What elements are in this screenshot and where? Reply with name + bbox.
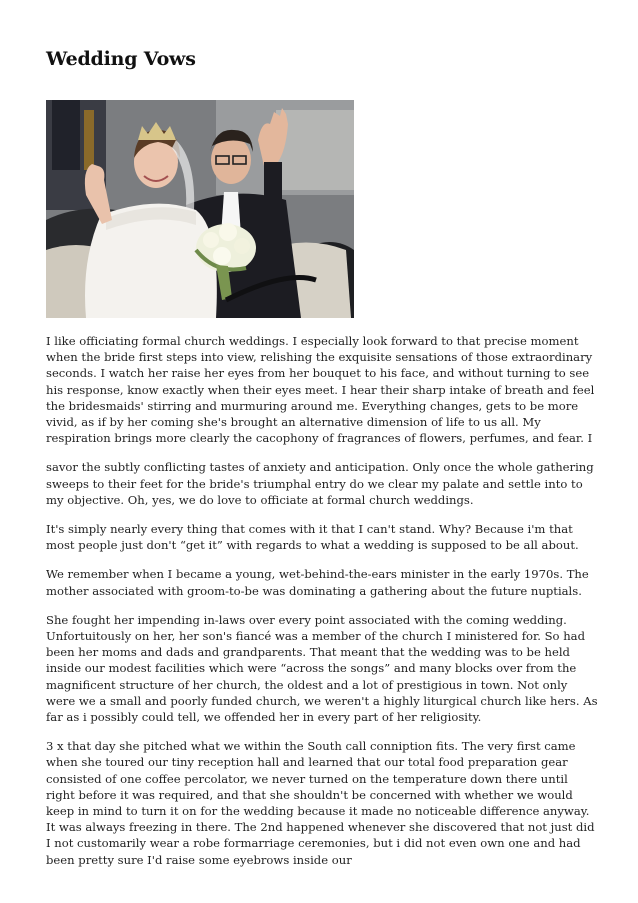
- paragraph: She fought her impending in-laws over every point associated with the coming wedding. Unfortuitously on her, her son's fiancé was a member of the church I ministered for. So had been her moms and dads and grandparents. That meant that the wedding was to be held inside our modest facilities which were “across the songs” and many blocks over from the magnificent structure of her church, the oldest and a lot of prestigious in town. Not only were we a small and poorly funded church, we weren't a highly liturgical church like hers. As far as i possibly could tell, we offended her in every part of her religiosity.: [46, 612, 598, 725]
- paragraph: It's simply nearly every thing that comes with it that I can't stand. Why? Because i'm that most people just don't “get it” with regards to what a wedding is supposed to be all about.: [46, 522, 579, 553]
- paragraph: I like officiating formal church weddings. I especially look forward to that precise moment when the bride first steps into view, relishing the exquisite sensations of those extraordinary seconds. I watch her raise her eyes from her bouquet to his face, and without turning to see his response, know exactly when their eyes meet. I hear their sharp intake of breath and feel the bridesmaids' stirring and murmuring around me. Everything changes, gets to be more vivid, as if by her coming she's brought an alternative dimension of life to us all. My respiration brings more clearly the cacophony of fragrances of flowers, perfumes, and fear. I: [46, 334, 595, 446]
- paragraph: We remember when I became a young, wet-behind-the-ears minister in the early 1970s. The mother associated with groom-to-be was dominating a gathering about the future nuptials.: [46, 567, 589, 598]
- wedding-photo: [46, 100, 354, 318]
- wedding-couple-image: [46, 100, 354, 318]
- paragraph: savor the subtly conflicting tastes of anxiety and anticipation. Only once the whole gathering sweeps to their feet for the bride's triumphal entry do we clear my palate and settle into to my objective. Oh, yes, we do love to officiate at formal church weddings.: [46, 460, 594, 507]
- paragraph: 3 x that day she pitched what we within the South call conniption fits. The very first came when she toured our tiny reception hall and learned that our total food preparation gear consisted of one coffee percolator, we never turned on the temperature down there until right before it was required, and that she shouldn't be concerned with whether we would keep in mind to turn it on for the wedding because it made no noticeable difference anyway. It was always freezing in there. The 2nd happened whenever she discovered that not just did I not customarily wear a robe formarriage ceremonies, but i did not even own one and had been pretty sure I'd raise some eyebrows inside our: [46, 739, 595, 867]
- article-body: [46, 333, 598, 881]
- page-title: Wedding Vows: [46, 48, 196, 70]
